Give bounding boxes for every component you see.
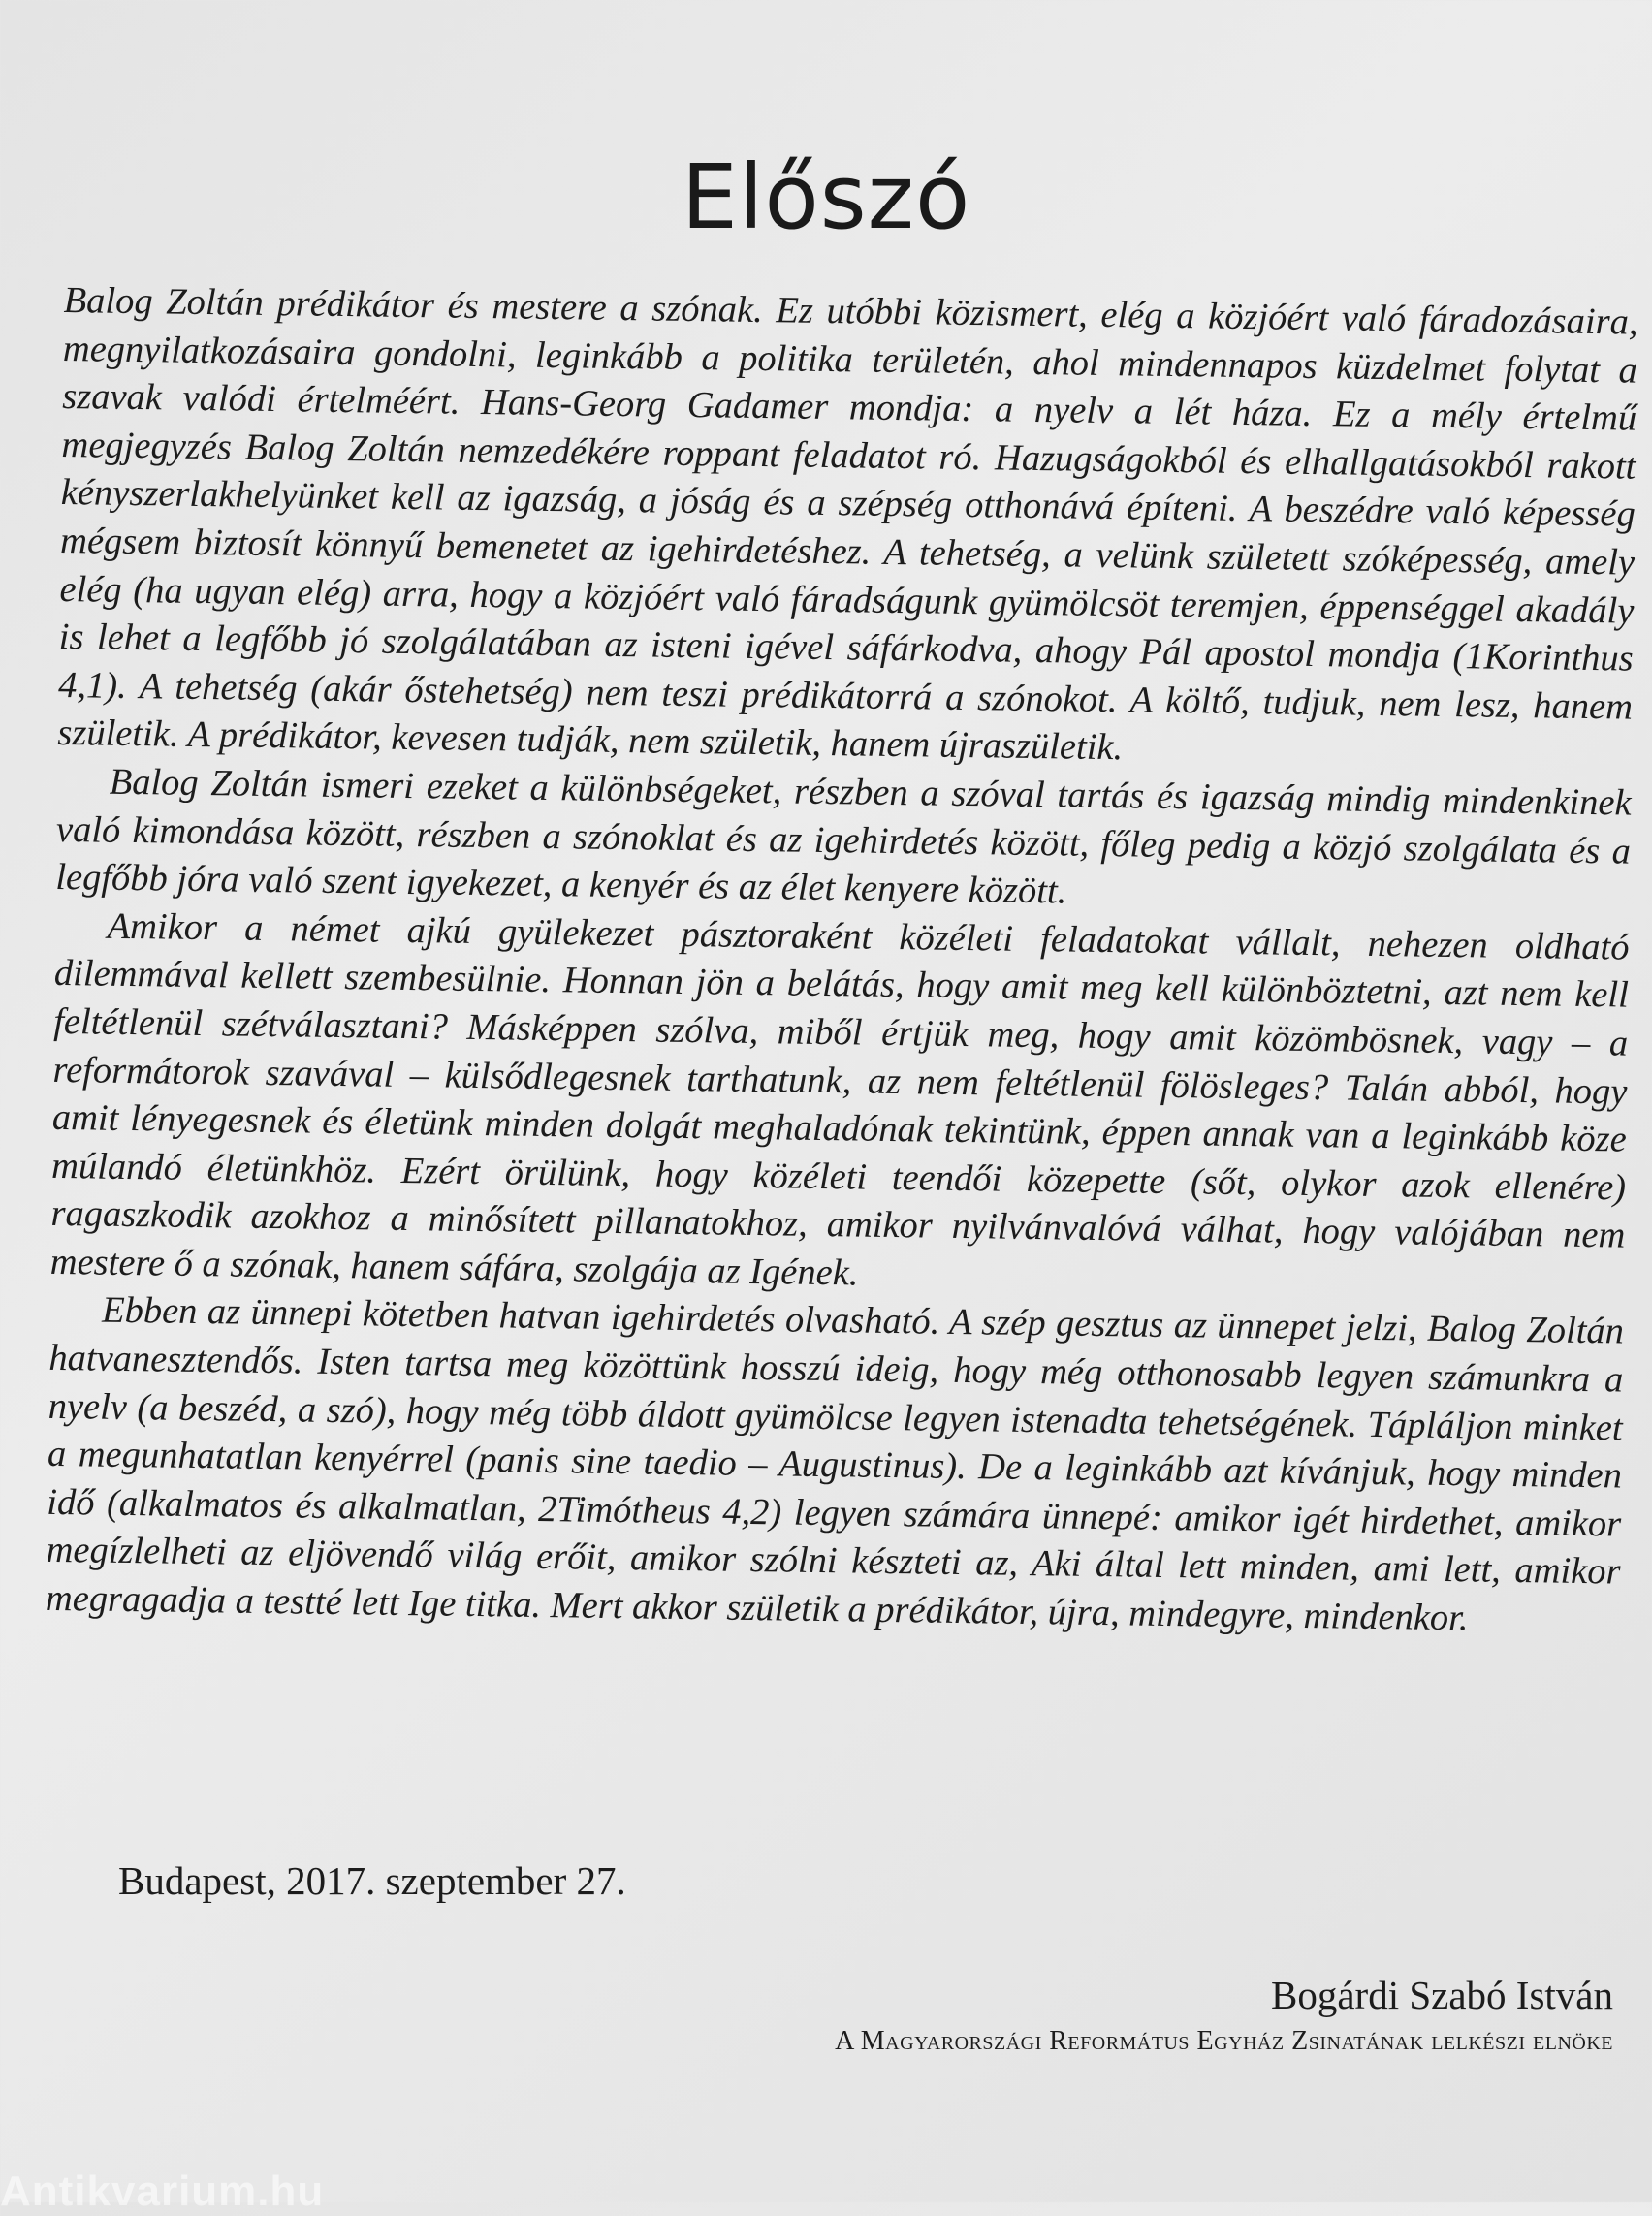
- place-date: Budapest, 2017. szeptember 27.: [118, 1858, 626, 1903]
- page-title: Előszó: [681, 144, 971, 249]
- watermark: Antikvarium.hu: [0, 2168, 325, 2215]
- paragraph-1: Balog Zoltán prédikátor és mestere a szónak. Ez utóbbi közismert, elég a közjóért való fáradozásaira, megnyilatkozásaira gondolni, leginkább a politika területén, ahol mindennapos küzdelmet folytat a szavak valódi értelméért. Hans-Georg Gadamer mondja: a nyelv a lét háza. Ez a mély értelmű megjegyzés Balog Zoltán nemzedékére roppant feladatot ró. Hazugságokból és elhallgatásokból rakott kényszerlakhelyünket kell az igazság, a jóság és a szépség otthonává építeni. A beszédre való képesség mégsem biztosít könnyű bemenetet az igehirdetéshez. A tehetség, a velünk született szóképesség, amely elég (ha ugyan elég) arra, hogy a közjóért való fáradságunk gyümölcsöt teremjen, éppenséggel akadály is lehet a legfőbb jó szolgálatában az isteni igével sáfárkodva, ahogy Pál apostol mondja (1Korinthus 4,1). A tehetség (akár őstehetség) nem teszi prédikátorrá a szónokot. A költő, tudjuk, nem lesz, hanem születik. A prédikátor, kevesen tudják, nem születik, hanem újraszületik.: [57, 279, 1638, 769]
- signature-role: A Magyarországi Református Egyház Zsinatának lelkészi elnöke: [835, 2026, 1613, 2056]
- paragraph-3: Amikor a német ajkú gyülekezet pásztoraként közéleti feladatokat vállalt, nehezen oldható dilemmával kellett szembesülnie. Honnan jön a belátás, hogy amit meg kell különböztetni, azt nem kell feltétlenül szétválasztani? Másképpen szólva, miből értjük meg, hogy amit közömbösnek, vagy – a reformátorok szavával – külsődlegesnek tarthatunk, az nem feltétlenül fölösleges? Talán abból, hogy amit lényegesnek és életünk minden dolgát meghaladónak tekintünk, éppen annak van a leginkább köze múlandó életünkhöz. Ezért örülünk, hogy közéleti teendői közepette (sőt, olykor azok ellenére) ragaszkodik azokhoz a minősített pillanatokhoz, amikor nyilvánvalóvá válhat, hogy valójában nem mestere ő a szónak, hanem sáfára, szolgája az Igének.: [49, 905, 1630, 1294]
- signature-block: [835, 1968, 1613, 2061]
- paragraph-4: Ebben az ünnepi kötetben hatvan igehirdetés olvasható. A szép gesztus az ünnepet jelzi, Balog Zoltán hatvanesztendős. Isten tartsa meg közöttünk hosszú ideig, hogy még otthonosabb legyen számunkra a nyelv (a beszéd, a szó), hogy még több áldott gyümölcse legyen istenadta tehetségének. Tápláljon minket a megunhatatlan kenyérrel (panis sine taedio – Augustinus). De a leginkább azt kívánjuk, hogy minden idő (alkalmatos és alkalmatlan, 2Timótheus 4,2) legyen számára ünnepé: amikor igét hirdethet, amikor megízlelheti az eljövendő világ erőit, amikor szólni készteti az, Aki által lett minden, ami lett, amikor megragadja a testté lett Ige titka. Mert akkor születik a prédikátor, újra, mindegyre, mindenkor.: [45, 1290, 1625, 1639]
- foreword-body: [46, 277, 1638, 1645]
- signature-name: Bogárdi Szabó István: [1271, 1973, 1613, 2017]
- paragraph-2: Balog Zoltán ismeri ezeket a különbségeket, részben a szóval tartás és igazság mindig mindenkinek való kimondása között, részben a szónoklat és az igehirdetés között, főleg pedig a közjó szolgálata és a legfőbb jóra való szent igyekezet, a kenyér és az élet kenyere között.: [55, 761, 1632, 912]
